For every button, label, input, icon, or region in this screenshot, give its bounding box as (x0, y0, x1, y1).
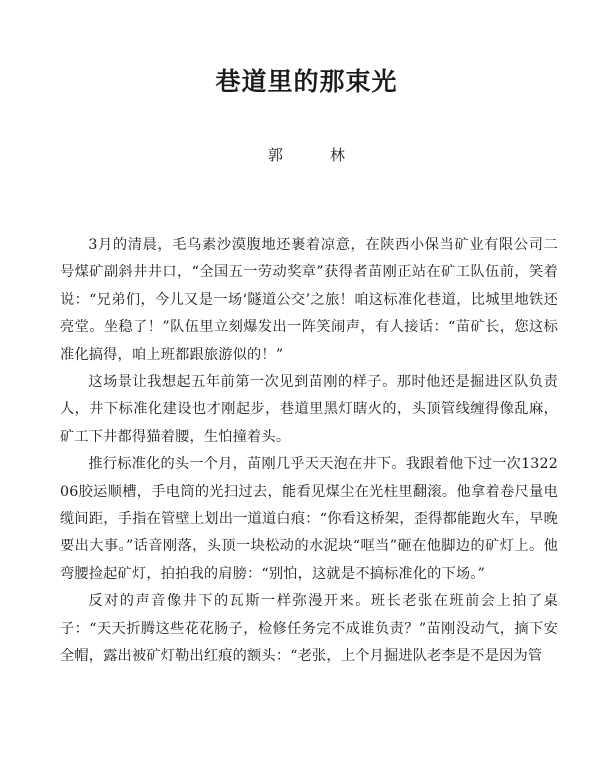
article-author: 郭 林 (267, 146, 361, 164)
paragraph: 推行标准化的头一个月，苗刚几乎天天泡在井下。我跟着他下过一次132206胶运顺槽，手电筒的光扫过去，能看见煤尘在光柱里翻滚。他拿着卷尺量电缆间距，手指在管壁上划出一道道白痕：“你看这桥架，歪得都能跑火车，早晚要出大事。”话音刚落，头顶一块松动的水泥块“哐当”砸在他脚边的矿灯上。他弯腰捡起矿灯，拍拍我的肩膀：“别怕，这就是不搞标准化的下场。” (60, 456, 558, 582)
article-body (60, 232, 558, 671)
article-title: 巷道里的那束光 (215, 67, 398, 96)
paragraph: 这场景让我想起五年前第一次见到苗刚的样子。那时他还是掘进区队负责人，井下标准化建设也才刚起步，巷道里黑灯瞎火的，头顶管线缠得像乱麻，矿工下井都得猫着腰，生怕撞着头。 (60, 374, 558, 445)
paragraph: 反对的声音像井下的瓦斯一样弥漫开来。班长老张在班前会上拍了桌子：“天天折腾这些花花肠子，检修任务完不成谁负责？”苗刚没动气，摘下安全帽，露出被矿灯勒出红痕的额头：“老张，上个月掘进队老李是不是因为管 (60, 593, 558, 665)
paragraph: 3月的清晨，毛乌素沙漠腹地还裹着凉意，在陕西小保当矿业有限公司二号煤矿副斜井井口，“全国五一劳动奖章”获得者苗刚正站在矿工队伍前，笑着说：“兄弟们，今儿又是一场‘隧道公交’之旅！咱这标准化巷道，比城里地铁还亮堂。坐稳了！”队伍里立刻爆发出一阵笑闹声，有人接话：“苗矿长，您这标准化搞得，咱上班都跟旅游似的！” (60, 237, 558, 363)
